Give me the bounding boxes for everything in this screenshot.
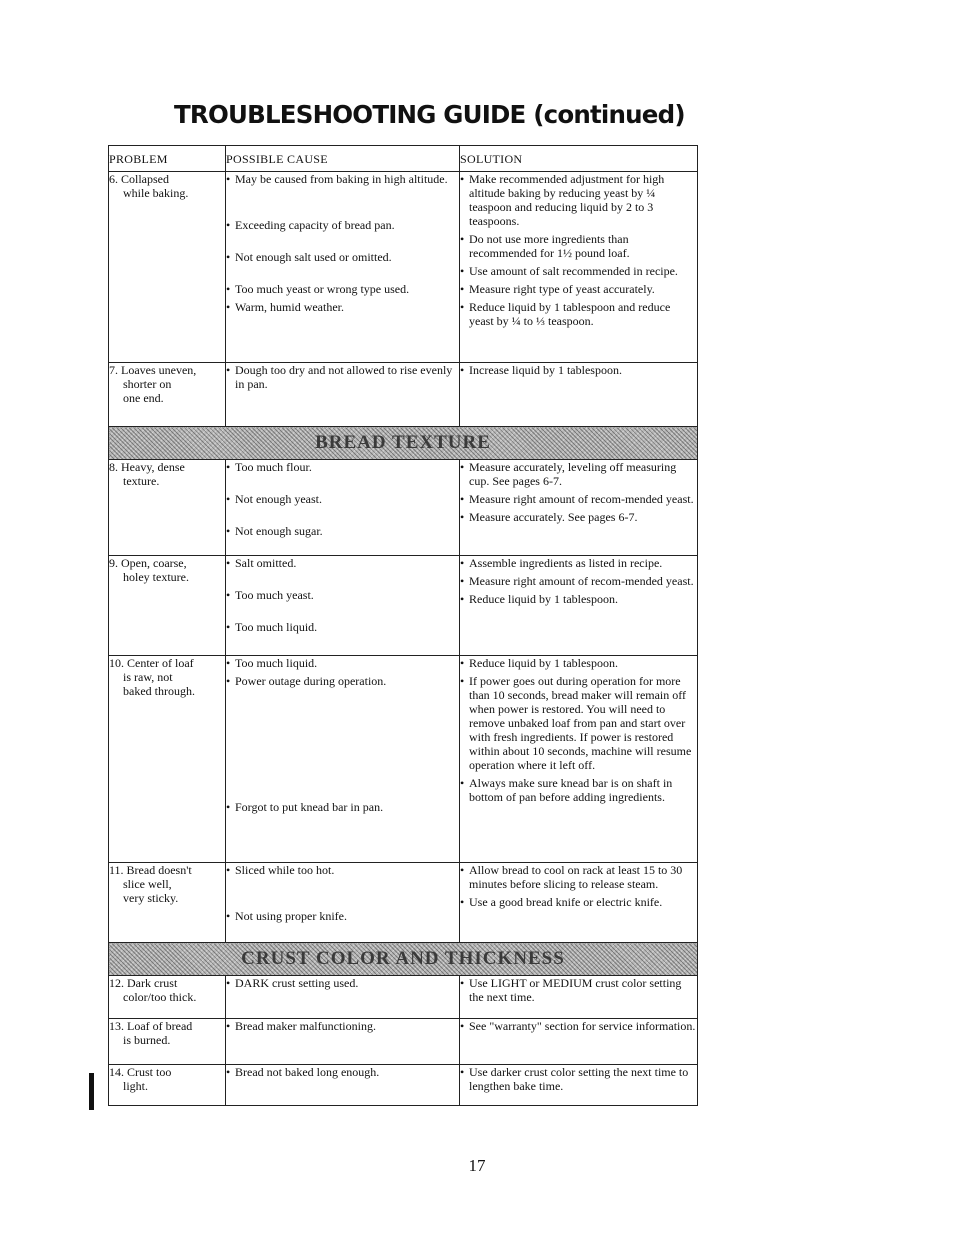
header-problem: PROBLEM	[109, 146, 226, 172]
cause-cell	[226, 976, 460, 1019]
list-item: • Too much liquid.	[226, 656, 459, 670]
table-row	[109, 460, 698, 556]
problem-text: 7. Loaves uneven, shorter on one end.	[109, 363, 197, 405]
list-item: • Measure right amount of recom-mended yeast.	[460, 574, 697, 588]
section-banner	[109, 943, 698, 976]
list-item: • Use a good bread knife or electric knife.	[460, 895, 697, 909]
list-item: • Not enough yeast.	[226, 492, 459, 506]
list-item: • Measure right amount of recom-mended yeast.	[460, 492, 697, 506]
list-item: • Do not use more ingredients than recommended for 1½ pound loaf.	[460, 232, 697, 260]
list-item: • Bread not baked long enough.	[226, 1065, 459, 1079]
section-banner-row	[109, 427, 698, 460]
table-row	[109, 556, 698, 656]
table-row	[109, 1065, 698, 1106]
cause-cell	[226, 172, 460, 363]
list-item: • Make recommended adjustment for high altitude baking by reducing yeast by ¼ teaspoon and reducing liquid by 2 to 3 teaspoons.	[460, 172, 697, 228]
solution-cell	[460, 172, 698, 363]
list-item: • Too much flour.	[226, 460, 459, 474]
list-item: • Warm, humid weather.	[226, 300, 459, 314]
list-item: • Use amount of salt recommended in recipe.	[460, 264, 697, 278]
table-row	[109, 976, 698, 1019]
section-banner	[109, 427, 698, 460]
header-solution: SOLUTION	[460, 146, 698, 172]
solution-cell	[460, 556, 698, 656]
list-item: • Salt omitted.	[226, 556, 459, 570]
table-row	[109, 656, 698, 863]
problem-cell	[109, 172, 226, 363]
list-item: • Too much yeast.	[226, 588, 459, 602]
cause-cell	[226, 556, 460, 656]
problem-cell	[109, 656, 226, 863]
problem-cell	[109, 556, 226, 656]
table-row	[109, 1019, 698, 1065]
list-item: • Sliced while too hot.	[226, 863, 459, 877]
list-item: • Allow bread to cool on rack at least 15 to 30 minutes before slicing to release steam.	[460, 863, 697, 891]
cause-cell	[226, 460, 460, 556]
list-item: • Too much liquid.	[226, 620, 459, 634]
solution-cell	[460, 656, 698, 863]
list-item: • Measure right type of yeast accurately.	[460, 282, 697, 296]
problem-text: 13. Loaf of bread is burned.	[109, 1019, 193, 1047]
list-item: • Measure accurately, leveling off measuring cup. See pages 6-7.	[460, 460, 697, 488]
list-item: • Assemble ingredients as listed in recipe.	[460, 556, 697, 570]
list-item: • Not using proper knife.	[226, 909, 459, 923]
page-title: TROUBLESHOOTING GUIDE (continued)	[174, 100, 685, 129]
section-banner-title: CRUST COLOR AND THICKNESS	[241, 947, 565, 969]
solution-cell	[460, 1019, 698, 1065]
solution-cell	[460, 863, 698, 943]
list-item: • Exceeding capacity of bread pan.	[226, 218, 459, 232]
list-item: • See "warranty" section for service information.	[460, 1019, 697, 1033]
list-item: • Reduce liquid by 1 tablespoon and reduce yeast by ¼ to ⅓ teaspoon.	[460, 300, 697, 328]
problem-cell	[109, 1065, 226, 1106]
cause-cell	[226, 863, 460, 943]
table-row	[109, 363, 698, 427]
list-item: • Too much yeast or wrong type used.	[226, 282, 459, 296]
problem-cell	[109, 460, 226, 556]
list-item: • Measure accurately. See pages 6-7.	[460, 510, 697, 524]
section-banner-row	[109, 943, 698, 976]
solution-cell	[460, 1065, 698, 1106]
table-header-row	[109, 146, 698, 172]
problem-text: 9. Open, coarse, holey texture.	[109, 556, 189, 584]
problem-text: 8. Heavy, dense texture.	[109, 460, 185, 488]
problem-cell	[109, 863, 226, 943]
list-item: • Increase liquid by 1 tablespoon.	[460, 363, 697, 377]
problem-cell	[109, 363, 226, 427]
problem-text: 14. Crust too light.	[109, 1065, 172, 1093]
list-item: • Power outage during operation.	[226, 674, 459, 688]
solution-cell	[460, 460, 698, 556]
cause-cell	[226, 1019, 460, 1065]
list-item: • Always make sure knead bar is on shaft in bottom of pan before adding ingredients.	[460, 776, 697, 804]
cause-cell	[226, 363, 460, 427]
solution-cell	[460, 976, 698, 1019]
troubleshooting-table	[108, 145, 698, 1106]
list-item: • If power goes out during operation for more than 10 seconds, bread maker will remain off when power is restored. You will need to remove unbaked loaf from pan and start over with fresh ingredients. If power is restored within about 10 seconds, machine will resume operation where it left off.	[460, 674, 697, 772]
problem-text: 10. Center of loaf is raw, not baked through.	[109, 656, 195, 698]
list-item: • DARK crust setting used.	[226, 976, 459, 990]
list-item: • Use LIGHT or MEDIUM crust color setting the next time.	[460, 976, 697, 1004]
problem-cell	[109, 976, 226, 1019]
section-banner-title: BREAD TEXTURE	[315, 431, 491, 453]
list-item: • Dough too dry and not allowed to rise evenly in pan.	[226, 363, 459, 391]
list-item: • Forgot to put knead bar in pan.	[226, 800, 459, 814]
list-item: • Use darker crust color setting the next time to lengthen bake time.	[460, 1065, 697, 1093]
list-item: • Not enough salt used or omitted.	[226, 250, 459, 264]
list-item: • Reduce liquid by 1 tablespoon.	[460, 592, 697, 606]
list-item: • Reduce liquid by 1 tablespoon.	[460, 656, 697, 670]
problem-cell	[109, 1019, 226, 1065]
list-item: • Not enough sugar.	[226, 524, 459, 538]
margin-mark	[89, 1073, 94, 1110]
cause-cell	[226, 1065, 460, 1106]
cause-cell	[226, 656, 460, 863]
list-item: • May be caused from baking in high altitude.	[226, 172, 459, 186]
solution-cell	[460, 363, 698, 427]
list-item: • Bread maker malfunctioning.	[226, 1019, 459, 1033]
problem-text: 6. Collapsed while baking.	[109, 172, 189, 200]
table-row	[109, 172, 698, 363]
header-cause: POSSIBLE CAUSE	[226, 146, 460, 172]
table-row	[109, 863, 698, 943]
problem-text: 11. Bread doesn't slice well, very sticky.	[109, 863, 192, 905]
page-number: 17	[468, 1156, 486, 1175]
problem-text: 12. Dark crust color/too thick.	[109, 976, 197, 1004]
